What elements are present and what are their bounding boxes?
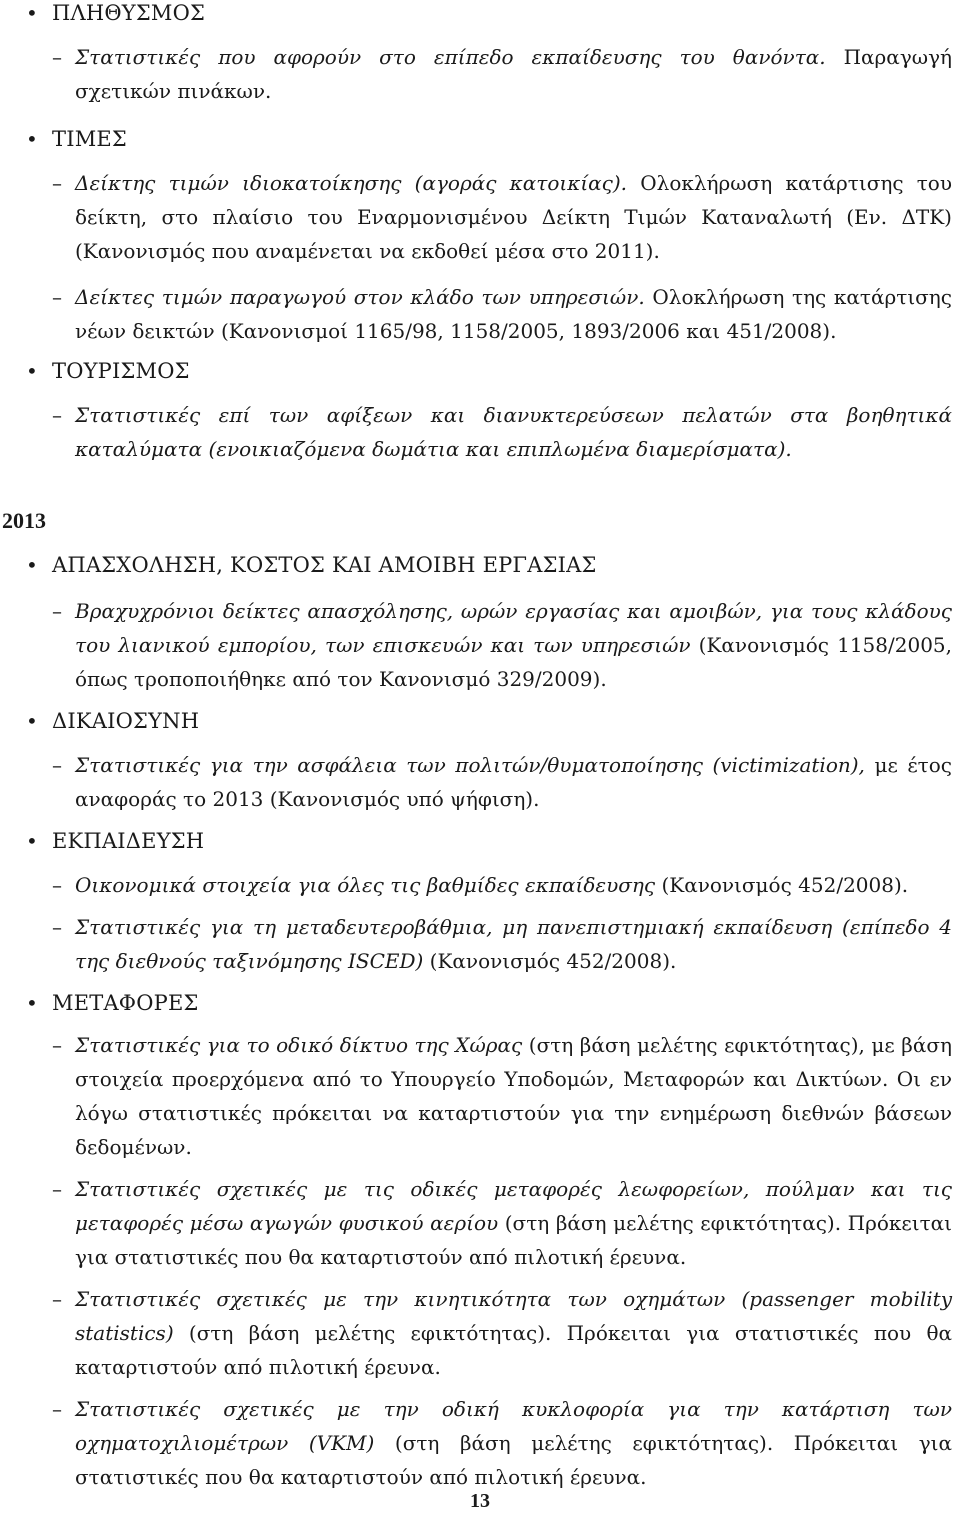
sub-item [0,748,960,816]
heading-metafores: ΜΕΤΑΦΟΡΕΣ [52,991,199,1015]
heading-ekpaideysi: ΕΚΠΑΙΔΕΥΣΗ [52,829,205,853]
section-2012-list [0,0,960,466]
heading-apasxolisi: ΑΠΑΣΧΟΛΗΣΗ, ΚΟΣΤΟΣ ΚΑΙ ΑΜΟΙΒΗ ΕΡΓΑΣΙΑΣ [52,553,597,577]
dash-icon: – [52,1177,62,1201]
heading-plithysmos: ΠΛΗΘΥΣΜΟΣ [52,1,206,25]
sub-item-italic: Δείκτης τιμών ιδιοκατοίκησης (αγοράς κατοικίας). [75,171,628,195]
dash-icon: – [52,915,62,939]
dash-icon: – [52,873,62,897]
sub-item-italic: Οικονομικά στοιχεία για όλες τις βαθμίδες εκπαίδευσης [75,873,656,897]
bullet-icon: • [26,553,38,577]
sub-item [0,280,960,348]
sub-item [0,166,960,268]
sub-item-text: (Κανονισμός 452/2008). [423,949,677,973]
sub-item-italic: Στατιστικές για τη μεταδευτεροβάθμια, μη πανεπιστημιακή εκπαίδευση (επίπεδο 4 της διεθνούς ταξινόμησης ISCED) [75,915,952,973]
sub-item-italic: Στατιστικές σχετικές με την κινητικότητα των οχημάτων (passenger mobility statistics) [75,1287,952,1345]
heading-dikaiosyni: ΔΙΚΑΙΟΣΥΝΗ [52,709,200,733]
dash-icon: – [52,1287,62,1311]
section-2013-list [0,548,960,1494]
heading-tourismos: ΤΟΥΡΙΣΜΟΣ [52,359,190,383]
page-number: 13 [470,1490,490,1512]
sub-item [0,1392,960,1494]
bullet-item-tourismos [0,354,960,388]
dash-icon: – [52,45,62,69]
sub-item [0,398,960,466]
sub-item-italic: Στατιστικές σχετικές με τις οδικές μεταφορές λεωφορείων, πούλμαν και τις μεταφορές μέσω αγωγών φυσικού αερίου [75,1177,952,1235]
dash-icon: – [52,599,62,623]
sub-item-text: με έτος αναφοράς το 2013 (Κανονισμός υπό ψήφιση). [75,753,952,811]
bullet-item-metafores [0,986,960,1020]
sub-item-italic: Στατιστικές σχετικές με την οδική κυκλοφορία για την κατάρτιση των οχηματοχιλιομέτρων (VKM) [75,1397,952,1455]
bullet-icon: • [26,709,38,733]
sub-item-italic: Στατιστικές επί των αφίξεων και διανυκτερεύσεων πελατών στα βοηθητικά καταλύματα (ενοικιαζόμενα δωμάτια και επιπλωμένα διαμερίσματα). [75,403,952,461]
sub-item-text: Παραγωγή σχετικών πινάκων. [75,45,953,103]
sub-item [0,1282,960,1384]
sub-item-text: (Κανονισμός 452/2008). [655,873,909,897]
sub-item-text: (στη βάση μελέτης εφικτότητας). Πρόκειται για στατιστικές που θα καταρτιστούν από πιλοτική έρευνα. [75,1321,952,1379]
sub-item-text: (στη βάση μελέτης εφικτότητας), με βάση στοιχεία προερχόμενα από το Υπουργείο Υποδομών, Μεταφορών και Δικτύων. Οι εν λόγω στατιστικές πρόκειται να καταρτιστούν για την ενημέρωση διεθνών βάσεων δεδομένων. [75,1033,952,1159]
bullet-icon: • [26,829,38,853]
bullet-item-ekpaideysi [0,824,960,858]
dash-icon: – [52,753,62,777]
sub-item-text: Ολοκλήρωση της κατάρτισης νέων δεικτών (Κανονισμοί 1165/98, 1158/2005, 1893/2006 και 451/2008). [75,285,952,343]
bullet-icon: • [26,991,38,1015]
sub-item-text: (στη βάση μελέτης εφικτότητας). Πρόκειται για στατιστικές που θα καταρτιστούν από πιλοτική έρευνα. [75,1431,952,1489]
sub-item-text: Ολοκλήρωση κατάρτισης του δείκτη, στο πλαίσιο του Εναρμονισμένου Δείκτη Τιμών Καταναλωτή (Εν. ΔΤΚ) (Κανονισμός που αναμένεται να εκδοθεί μέσα στο 2011). [75,171,953,263]
sub-item-italic: Στατιστικές για το οδικό δίκτυο της Χώρας [75,1033,523,1057]
sub-item [0,868,960,902]
bullet-icon: • [26,1,38,25]
bullet-item-times [0,122,960,156]
bullet-icon: • [26,127,38,151]
sub-item [0,40,960,108]
sub-item [0,1028,960,1164]
sub-item-italic: Στατιστικές που αφορούν στο επίπεδο εκπαίδευσης του θανόντα. [75,45,826,69]
year-heading: 2013 [2,508,46,533]
sub-item-text: (στη βάση μελέτης εφικτότητας). Πρόκειται για στατιστικές που θα καταρτιστούν από πιλοτική έρευνα. [75,1211,952,1269]
heading-times: ΤΙΜΕΣ [52,127,127,151]
sub-item [0,910,960,978]
sub-item-italic: Βραχυχρόνιοι δείκτες απασχόλησης, ωρών εργασίας και αμοιβών, για τους κλάδους του λιανικού εμπορίου, των επισκευών και των υπηρεσιών [75,599,952,657]
bullet-icon: • [26,359,38,383]
dash-icon: – [52,171,62,195]
bullet-item-dikaiosyni [0,704,960,738]
sub-item-italic: Δείκτες τιμών παραγωγού στον κλάδο των υπηρεσιών. [75,285,645,309]
bullet-item-plithysmos [0,0,960,30]
sub-item [0,1172,960,1274]
bullet-item-apasxolisi [0,548,960,582]
sub-item-text: (Κανονισμός 1158/2005, όπως τροποποιήθηκε από τον Κανονισμό 329/2009). [75,633,952,691]
dash-icon: – [52,285,62,309]
dash-icon: – [52,403,62,427]
dash-icon: – [52,1397,62,1421]
dash-icon: – [52,1033,62,1057]
sub-item-italic: Στατιστικές για την ασφάλεια των πολιτών/θυματοποίησης (victimization), [75,753,865,777]
sub-item [0,594,960,696]
